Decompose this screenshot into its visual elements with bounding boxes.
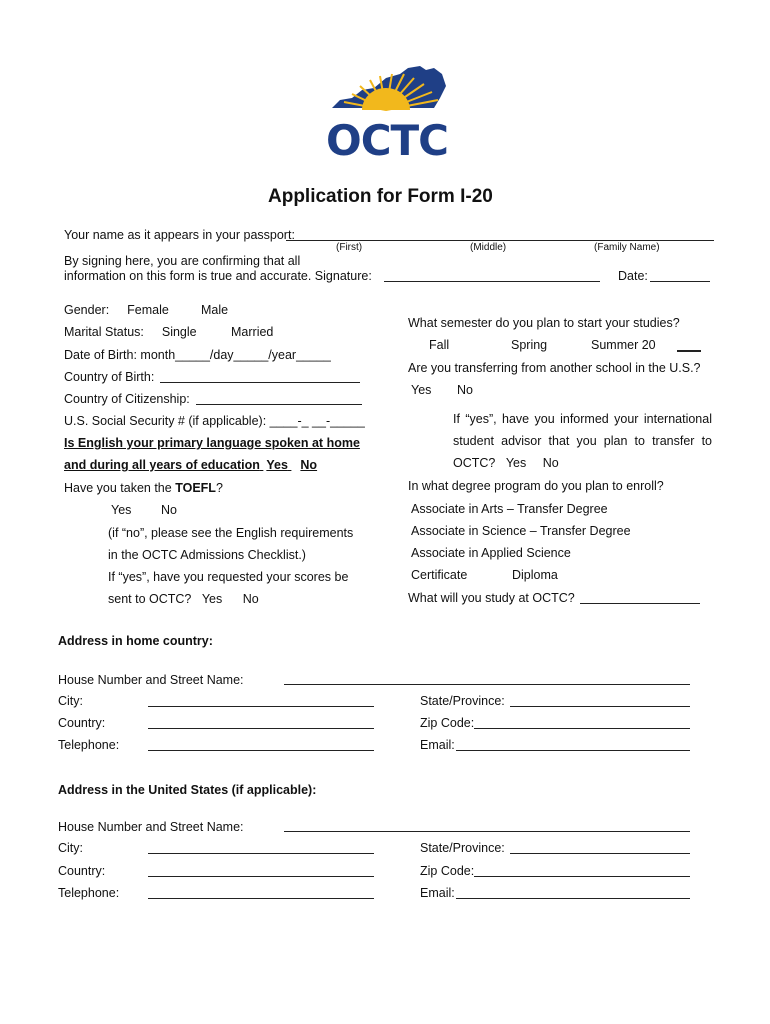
home-telephone-label: Telephone:	[58, 738, 120, 752]
program-question: In what degree program do you plan to enroll?	[408, 479, 664, 493]
toefl-yes-label: Yes	[111, 503, 132, 517]
home-city-field[interactable]	[148, 706, 374, 707]
advisor-question-line3: OCTC?	[453, 456, 496, 470]
summer-option	[588, 338, 656, 352]
english-yes-label: Yes	[266, 458, 288, 472]
female-label: Female	[127, 303, 169, 317]
home-zip-label: Zip Code:	[420, 716, 475, 730]
us-country-field[interactable]	[148, 876, 374, 877]
home-country-field[interactable]	[148, 728, 374, 729]
program-label-arts: Associate in Arts – Transfer Degree	[411, 502, 608, 516]
semester-question: What semester do you plan to start your studies?	[408, 316, 680, 330]
us-address-heading: Address in the United States (if applicable):	[58, 783, 317, 797]
transfer-no-label: No	[457, 383, 473, 397]
toefl-scores-row	[108, 592, 259, 606]
octc-logo	[322, 64, 450, 172]
home-country-label: Country:	[58, 716, 106, 730]
fall-option	[426, 338, 449, 352]
certificate-label: Certificate	[411, 568, 468, 582]
diploma-label: Diploma	[512, 568, 558, 582]
toefl-yes-option	[108, 503, 131, 517]
ssn-field[interactable]: U.S. Social Security # (if applicable): ____-_ __-_____	[64, 414, 365, 428]
toefl-question-mark: ?	[215, 481, 223, 495]
english-question-line1: Is English your primary language spoken at home	[64, 436, 360, 450]
study-field[interactable]	[580, 603, 700, 604]
date-of-birth-field[interactable]: Date of Birth: month_____/day_____/year_____	[64, 348, 331, 362]
home-street-field[interactable]	[284, 684, 690, 685]
toefl-question-text: Have you taken the	[64, 481, 176, 495]
home-email-field[interactable]	[456, 750, 690, 751]
scores-no-label: No	[242, 592, 259, 606]
signature-statement-line1: By signing here, you are confirming that all	[64, 254, 301, 268]
us-state-label: State/Province:	[420, 841, 505, 855]
summer-label: Summer 20	[591, 338, 656, 352]
us-email-label: Email:	[420, 886, 455, 900]
transfer-no-option	[454, 383, 473, 397]
signature-field[interactable]	[384, 281, 600, 282]
male-label: Male	[201, 303, 229, 317]
advisor-yes-label: Yes	[505, 456, 527, 470]
middle-name-caption: (Middle)	[470, 242, 507, 253]
scores-yes-label: Yes	[201, 592, 223, 606]
summer-year-field[interactable]	[677, 350, 701, 352]
gender-row	[64, 303, 169, 317]
us-telephone-field[interactable]	[148, 898, 374, 899]
us-email-field[interactable]	[456, 898, 690, 899]
us-city-field[interactable]	[148, 853, 374, 854]
study-question: What will you study at OCTC?	[408, 591, 575, 605]
us-telephone-label: Telephone:	[58, 886, 120, 900]
us-zip-field[interactable]	[474, 876, 690, 877]
spring-option	[508, 338, 547, 352]
country-of-citizenship-label: Country of Citizenship:	[64, 392, 190, 406]
us-state-field[interactable]	[510, 853, 690, 854]
date-field[interactable]	[650, 281, 710, 282]
gender-label: Gender:	[64, 303, 110, 317]
spring-label: Spring	[511, 338, 548, 352]
logo-text: OCTC	[326, 116, 448, 165]
toefl-yes-note-line2: sent to OCTC?	[108, 592, 192, 606]
advisor-row	[453, 456, 559, 470]
home-zip-field[interactable]	[474, 728, 690, 729]
marital-row	[64, 325, 197, 339]
program-option	[408, 524, 631, 538]
program-option	[408, 502, 608, 516]
home-telephone-field[interactable]	[148, 750, 374, 751]
home-email-label: Email:	[420, 738, 455, 752]
fall-label: Fall	[429, 338, 450, 352]
transfer-yes-option	[408, 383, 431, 397]
english-question-line2	[64, 458, 317, 472]
toefl-no-option	[158, 503, 177, 517]
page-title: Application for Form I-20	[268, 186, 493, 207]
program-label-science: Associate in Science – Transfer Degree	[411, 524, 631, 538]
toefl-yes-note-line1: If “yes”, have you requested your scores be	[108, 570, 349, 584]
us-street-label: House Number and Street Name:	[58, 820, 244, 834]
english-question-text: and during all years of education	[64, 458, 260, 472]
transfer-yes-label: Yes	[411, 383, 432, 397]
diploma-option	[509, 568, 558, 582]
home-state-field[interactable]	[510, 706, 690, 707]
certificate-option	[408, 568, 467, 582]
home-address-heading: Address in home country:	[58, 634, 213, 648]
toefl-question	[64, 481, 223, 495]
married-option	[228, 325, 273, 339]
first-name-caption: (First)	[336, 242, 363, 253]
us-street-field[interactable]	[284, 831, 690, 832]
country-of-citizenship-field[interactable]	[196, 404, 362, 405]
male-option	[198, 303, 228, 317]
transfer-question: Are you transferring from another school in the U.S.?	[408, 361, 701, 375]
country-of-birth-label: Country of Birth:	[64, 370, 155, 384]
advisor-question-line2: student advisor that you plan to transfer to	[453, 434, 712, 448]
english-no-label: No	[300, 458, 318, 472]
passport-name-label: Your name as it appears in your passport:	[64, 228, 295, 242]
toefl-label: TOEFL	[175, 481, 216, 495]
family-name-caption: (Family Name)	[594, 242, 660, 253]
program-option	[408, 546, 571, 560]
signature-label: information on this form is true and accurate. Signature:	[64, 269, 372, 283]
home-state-label: State/Province:	[420, 694, 505, 708]
us-city-label: City:	[58, 841, 83, 855]
toefl-no-note-line2: in the OCTC Admissions Checklist.)	[108, 548, 306, 562]
toefl-no-note-line1: (if “no”, please see the English requirements	[108, 526, 354, 540]
passport-name-field[interactable]	[286, 240, 714, 241]
advisor-question-line1: If “yes”, have you informed your international	[453, 412, 712, 426]
us-zip-label: Zip Code:	[420, 864, 475, 878]
marital-label: Marital Status:	[64, 325, 144, 339]
country-of-birth-field[interactable]	[160, 382, 360, 383]
advisor-no-label: No	[542, 456, 559, 470]
program-label-applied: Associate in Applied Science	[411, 546, 571, 560]
married-label: Married	[231, 325, 274, 339]
home-street-label: House Number and Street Name:	[58, 673, 244, 687]
date-label: Date:	[618, 269, 648, 283]
toefl-no-label: No	[161, 503, 177, 517]
us-country-label: Country:	[58, 864, 106, 878]
single-label: Single	[161, 325, 197, 339]
home-city-label: City:	[58, 694, 83, 708]
